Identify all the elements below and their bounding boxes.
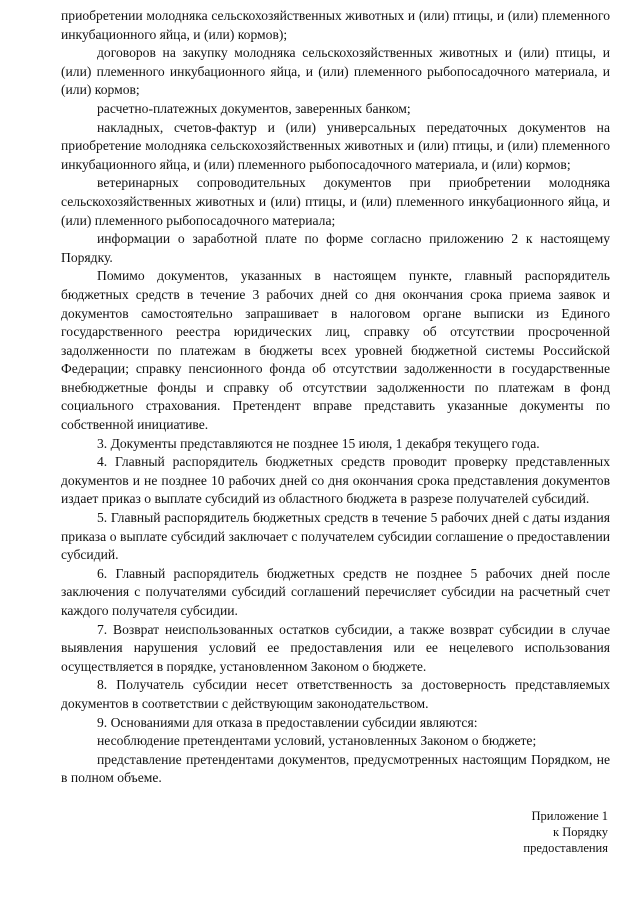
document-body (61, 7, 610, 788)
paragraph: 4. Главный распорядитель бюджетных средств проводит проверку представленных документов и не позднее 10 рабочих дней со дня окончания срока представления документов издает приказ о выплате субсидий из областного бюджета в разрезе получателей субсидий. (61, 454, 610, 507)
paragraph: представление претендентами документов, предусмотренных настоящим Порядком, не в полном объеме. (61, 751, 610, 786)
paragraph: договоров на закупку молодняка сельскохозяйственных животных и (или) птицы, и (или) племенного инкубационного яйца, и (или) племенного рыбопосадочного материала, и (или) кормов; (61, 45, 610, 98)
appendix-line: к Порядку (553, 825, 608, 840)
paragraph: расчетно-платежных документов, заверенных банком; (97, 100, 411, 116)
paragraph: ветеринарных сопроводительных документов при приобретении молодняка сельскохозяйственных животных и (или) птицы, и (или) племенного инкубационного яйца, и (или) племенного рыбопосадочного материала; (61, 175, 610, 228)
paragraph: 5. Главный распорядитель бюджетных средств в течение 5 рабочих дней с даты издания приказа о выплате субсидий заключает с получателем субсидии соглашение о предоставлении субсидий. (61, 510, 610, 563)
paragraph: 8. Получатель субсидии несет ответственность за достоверность представляемых документов в соответствии с действующим законодательством. (61, 677, 610, 711)
paragraph: накладных, счетов-фактур и (или) универсальных передаточных документов на приобретение молодняка сельскохозяйственных животных и (или) птицы, и (или) племенного инкубационного яйца, и (или) племенного рыбопосадочного материала, и (или) кормов; (61, 119, 610, 172)
paragraph: 3. Документы представляются не позднее 15 июля, 1 декабря текущего года. (97, 435, 540, 451)
appendix-line: Приложение 1 (531, 809, 608, 823)
paragraph: информации о заработной плате по форме согласно приложению 2 к настоящему Порядку. (61, 231, 610, 265)
paragraph: Помимо документов, указанных в настоящем пункте, главный распорядитель бюджетных средств в течение 3 рабочих дней со дня окончания срока приема заявок и документов самостоятельно запрашивает в налоговом органе выписки из Единого государственного реестра юридических лиц, справку об отсутствии просроченной задолженности по платежам в бюджеты всех уровней бюджетной системы Российской Федерации; справку пенсионного фонда об отсутствии задолженности в государственные внебюджетные фонды и справку об отсутствии задолженности по платежам в фонд социального страхования. Претендент вправе представить указанные документы по собственной инициативе. (61, 268, 610, 433)
appendix-heading (523, 808, 608, 857)
paragraph: 9. Основаниями для отказа в предоставлении субсидии являются: (97, 714, 478, 730)
appendix-line: предоставления (523, 841, 608, 856)
paragraph: приобретении молодняка сельскохозяйственных животных и (или) птицы, и (или) племенного инкубационного яйца, и (или) кормов); (61, 8, 610, 42)
paragraph: 6. Главный распорядитель бюджетных средств не позднее 5 рабочих дней после заключения с получателями субсидий соглашений перечисляет субсидии на расчетный счет каждого получателя субсидии. (61, 565, 610, 618)
paragraph: несоблюдение претендентами условий, установленных Законом о бюджете; (97, 733, 537, 749)
paragraph: 7. Возврат неиспользованных остатков субсидии, а также возврат субсидии в случае выявления нарушения условий ее предоставления или ее нецелевого использования осуществляется в порядке, установленном Законом о бюджете. (61, 621, 610, 674)
